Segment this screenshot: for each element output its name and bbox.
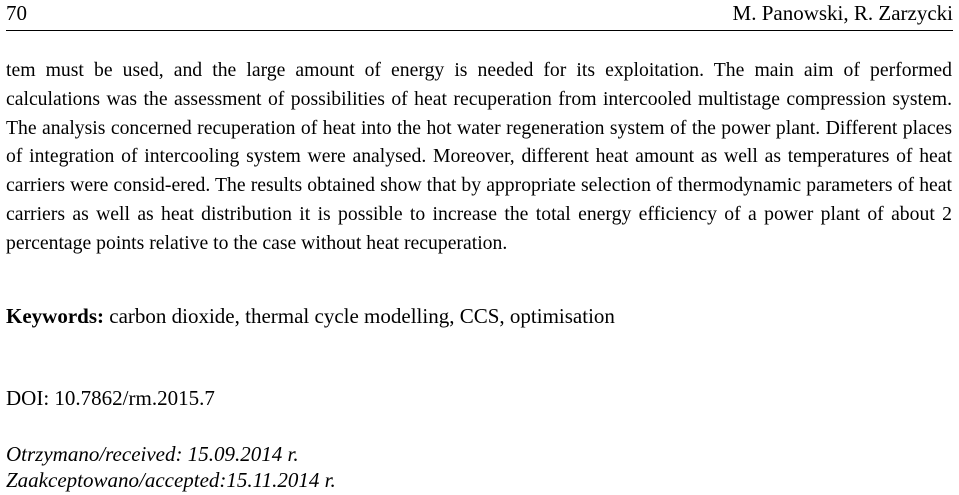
page-number: 70 xyxy=(6,1,27,25)
abstract-paragraph: tem must be used, and the large amount of energy is needed for its exploitation. The main aim of performed calculations was the assessment of possibilities of heat recuperation from intercooled multistage compression system. The analysis concerned recuperation of heat into the hot water regeneration system of the power plant. Different places of integration of intercooling system were analysed. Moreover, different heat amount as well as temperatures of heat carriers were consid-ered. The results obtained show that by appropriate selection of thermodynamic parameters of heat carriers as well as heat distribution it is possible to increase the total energy efficiency of a power plant of about 2 percentage points relative to the case without heat recuperation. xyxy=(6,59,952,254)
accepted-date: Zaakceptowano/accepted:15.11.2014 r. xyxy=(6,468,336,492)
keywords-value: carbon dioxide, thermal cycle modelling, CCS, optimisation xyxy=(104,304,615,328)
running-header xyxy=(6,0,953,31)
doi-line: DOI: 10.7862/rm.2015.7 xyxy=(6,386,215,410)
received-date: Otrzymano/received: 15.09.2014 r. xyxy=(6,442,299,466)
running-header-authors: M. Panowski, R. Zarzycki xyxy=(732,1,953,25)
keywords-line xyxy=(6,301,615,331)
keywords-label: Keywords: xyxy=(6,304,104,328)
